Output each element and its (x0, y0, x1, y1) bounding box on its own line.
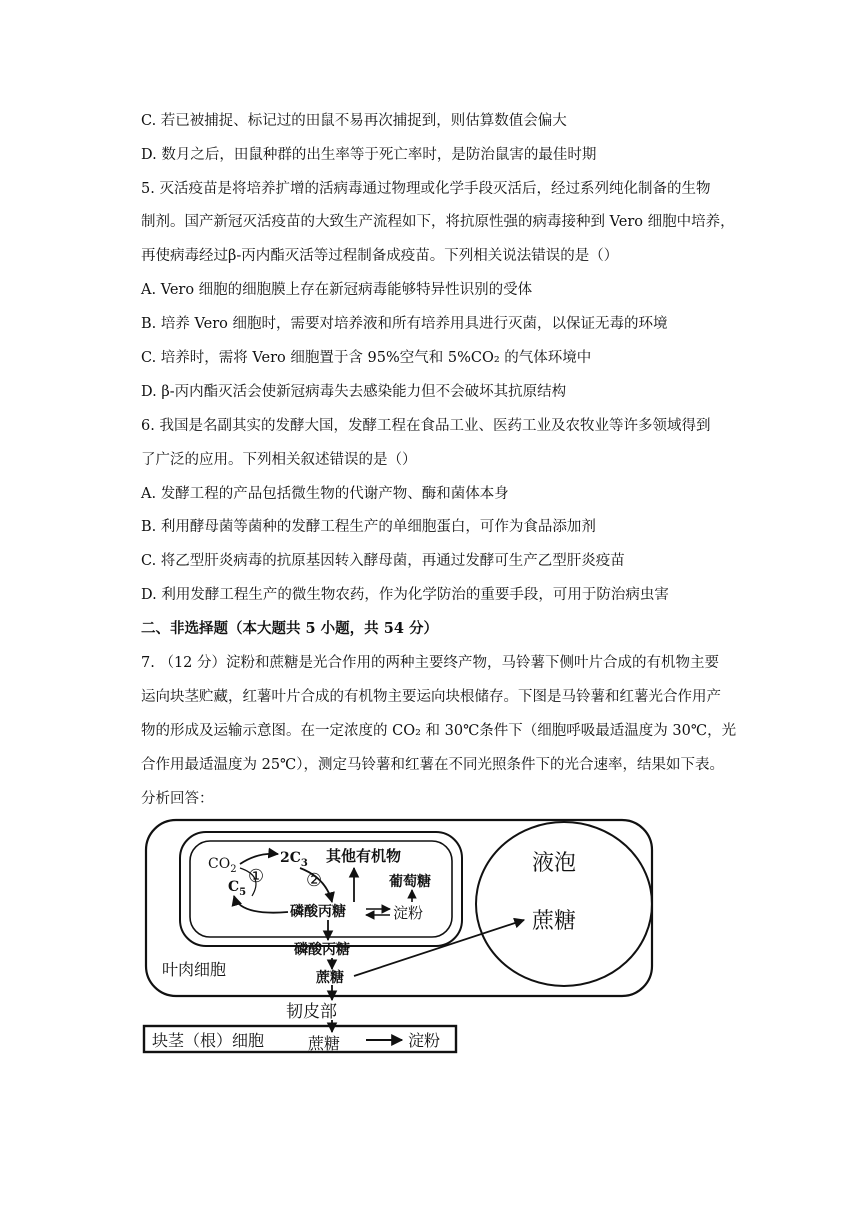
phloem-label: 韧皮部 (286, 1002, 337, 1022)
sucrose-tuber-label: 蔗糖 (308, 1034, 341, 1053)
starch-chloroplast-label: 淀粉 (393, 904, 424, 922)
q5-option-a: A. Vero 细胞的细胞膜上存在新冠病毒能够特异性识别的受体 (141, 282, 533, 298)
photosynthesis-transport-diagram (140, 816, 660, 1060)
sucrose-vacuole-label: 蔗糖 (532, 909, 577, 934)
q7-line-2: 运向块茎贮藏，红薯叶片合成的有机物主要运向块根储存。下图是马铃薯和红薯光合作用产 (141, 689, 721, 705)
section-heading: 二、非选择题（本大题共 5 小题，共 54 分） (141, 620, 438, 637)
arrow-triose-to-c5 (234, 896, 288, 913)
q5-option-d: D. β-丙内酯灭活会使新冠病毒失去感染能力但不会破坏其抗原结构 (141, 384, 567, 400)
triose-phosphate-chloroplast-label: 磷酸丙糖 (290, 904, 346, 920)
q6-option-d: D. 利用发酵工程生产的微生物农药，作为化学防治的重要手段，可用于防治病虫害 (141, 587, 669, 603)
q6-stem-line-1: 6. 我国是名副其实的发酵大国，发酵工程在食品工业、医药工业及农牧业等许多领域得到 (141, 418, 711, 434)
starch-tuber-label: 淀粉 (408, 1031, 441, 1050)
arrow-sucrose-to-vacuole (354, 920, 524, 976)
c3-label: $2C_3$ (280, 850, 308, 869)
other-organics-label: 其他有机物 (326, 847, 402, 865)
q4-option-d: D. 数月之后，田鼠种群的出生率等于死亡率时，是防治鼠害的最佳时期 (141, 147, 597, 163)
mesophyll-cell-label: 叶肉细胞 (162, 960, 227, 979)
step-2-label: ② (306, 870, 323, 891)
co2-label: $CO_2$ (208, 856, 237, 875)
q5-stem-line-1: 5. 灭活疫苗是将培养扩增的活病毒通过物理或化学手段灭活后，经过系列纯化制备的生物 (141, 181, 711, 197)
arrow-co2-to-c3 (240, 854, 278, 864)
q7-line-4: 合作用最适温度为 25℃），测定马铃薯和红薯在不同光照条件下的光合速率，结果如下表。 (141, 757, 725, 773)
vacuole-outline (476, 822, 652, 986)
q5-stem-line-3: 再使病毒经过β-丙内酯灭活等过程制备成疫苗。下列相关说法错误的是（） (141, 248, 619, 264)
q5-stem-line-2: 制剂。国产新冠灭活疫苗的大致生产流程如下，将抗原性强的病毒接种到 Vero 细胞中培养， (141, 214, 735, 230)
q7-line-1: 7. （12 分）淀粉和蔗糖是光合作用的两种主要终产物，马铃薯下侧叶片合成的有机物主要 (141, 655, 719, 671)
q6-option-c: C. 将乙型肝炎病毒的抗原基因转入酵母菌，再通过发酵可生产乙型肝炎疫苗 (141, 553, 625, 569)
q6-option-b: B. 利用酵母菌等菌种的发酵工程生产的单细胞蛋白，可作为食品添加剂 (141, 519, 596, 535)
step-1-label: ① (248, 866, 265, 887)
q6-stem-line-2: 了广泛的应用。下列相关叙述错误的是（） (141, 452, 417, 468)
sucrose-cytoplasm-label: 蔗糖 (316, 970, 344, 986)
q4-option-c: C. 若已被捕捉、标记过的田鼠不易再次捕捉到，则估算数值会偏大 (141, 113, 567, 129)
q7-line-3: 物的形成及运输示意图。在一定浓度的 CO₂ 和 30℃条件下（细胞呼吸最适温度为 30℃，光 (141, 723, 737, 739)
q5-option-b: B. 培养 Vero 细胞时，需要对培养液和所有培养用具进行灭菌，以保证无毒的环境 (141, 316, 668, 332)
q7-line-5: 分析回答： (141, 791, 214, 807)
c5-label: $C_5$ (228, 879, 247, 898)
triose-phosphate-cytoplasm-label: 磷酸丙糖 (294, 942, 350, 958)
q5-option-c: C. 培养时，需将 Vero 细胞置于含 95%空气和 5%CO₂ 的气体环境中 (141, 350, 592, 366)
vacuole-label: 液泡 (532, 851, 577, 876)
q6-option-a: A. 发酵工程的产品包括微生物的代谢产物、酶和菌体本身 (141, 486, 509, 502)
tuber-cell-label: 块茎（根）细胞 (152, 1031, 265, 1050)
glucose-label: 葡萄糖 (389, 874, 431, 890)
